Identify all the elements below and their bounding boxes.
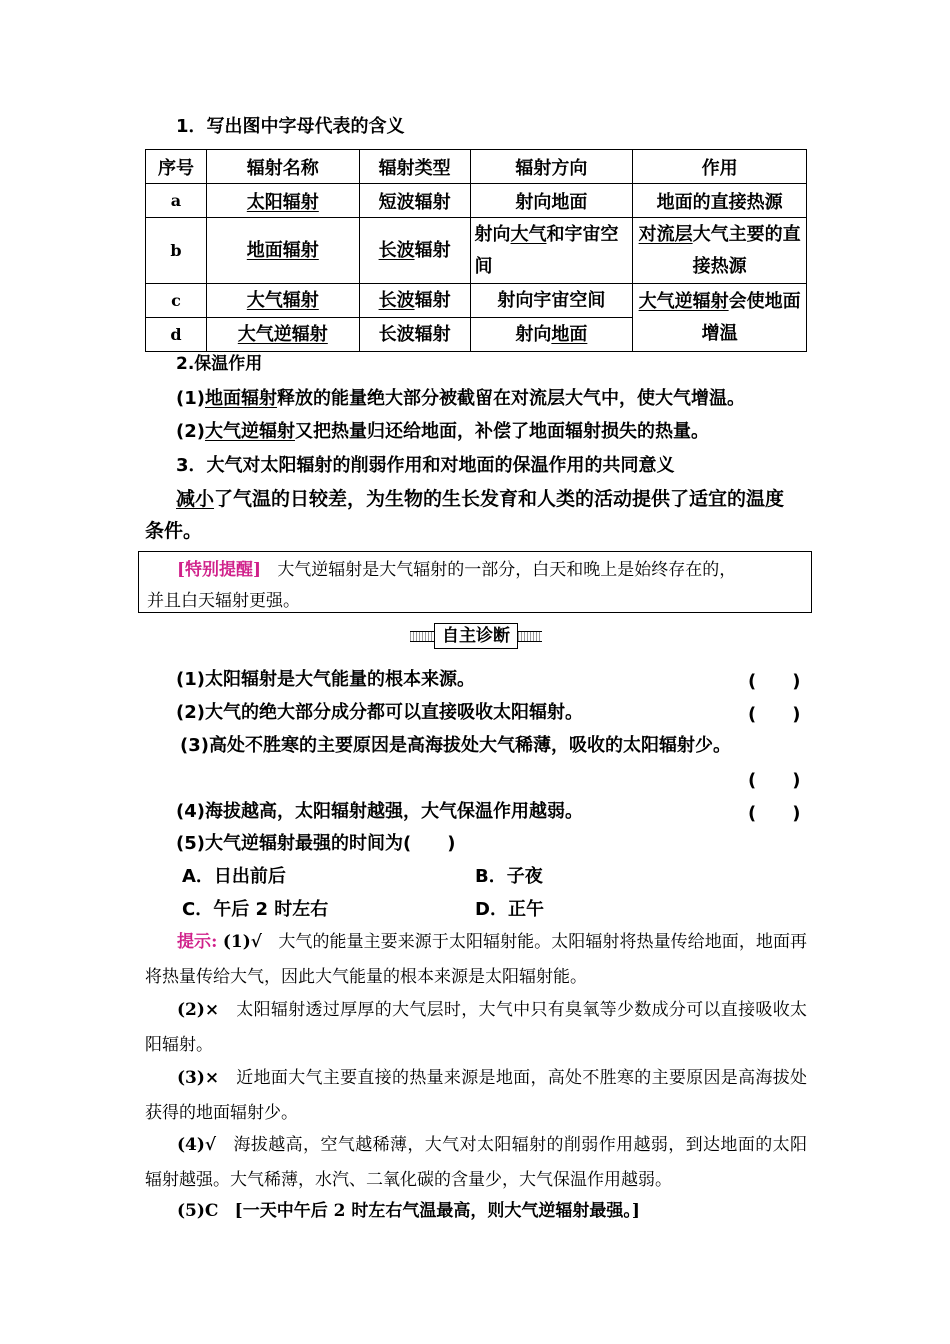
table-row	[146, 218, 807, 284]
header-cell: 序号	[146, 150, 207, 184]
answer-paren[interactable]: ( )	[748, 704, 801, 725]
radiation-table	[145, 149, 807, 352]
row-type: 长波辐射	[359, 318, 470, 352]
reminder-tag: [特别提醒]	[177, 560, 262, 580]
question-1: (1)太阳辐射是大气能量的根本来源。	[176, 669, 475, 690]
row-id: a	[146, 184, 207, 218]
row-name: 大气逆辐射	[206, 318, 359, 352]
option-a[interactable]: A．日出前后	[182, 866, 286, 887]
answer-1: 提示: (1)√ 大气的能量主要来源于太阳辐射能。太阳辐射将热量传给地面，地面再将热量传给大气，因此大气能量的根本来源是太阳辐射能。	[145, 932, 808, 987]
option-c[interactable]: C．午后 2 时左右	[182, 899, 329, 920]
row-effect: 对流层大气主要的直接热源	[633, 218, 807, 284]
question-4: (4)海拔越高，太阳辐射越强，大气保温作用越弱。	[176, 801, 583, 822]
answer-2: (2)× 太阳辐射透过厚厚的大气层时，大气中只有臭氧等少数成分可以直接吸收太阳辐射。	[145, 1000, 807, 1055]
row-name: 地面辐射	[206, 218, 359, 284]
reminder-text: 大气逆辐射是大气辐射的一部分，白天和晚上是始终存在的，	[277, 560, 737, 580]
question-2: (2)大气的绝大部分成分都可以直接吸收太阳辐射。	[176, 702, 583, 723]
option-b[interactable]: B．子夜	[475, 866, 543, 887]
sec3-line2: 条件。	[145, 520, 203, 542]
header-cell: 作用	[633, 150, 807, 184]
answer-paren[interactable]: ( )	[748, 770, 801, 791]
table-row	[146, 284, 807, 318]
answer-3: (3)× 近地面大气主要直接的热量来源是地面，高处不胜寒的主要原因是高海拔处获得的地面辐射少。	[145, 1068, 807, 1123]
row-name: 太阳辐射	[206, 184, 359, 218]
answer-paren[interactable]: ( )	[748, 803, 801, 824]
table-header-row	[146, 150, 807, 184]
sec2-p2: (2)大气逆辐射又把热量归还给地面，补偿了地面辐射损失的热量。	[176, 421, 709, 442]
special-reminder-box	[138, 551, 812, 613]
q1-title: 1．写出图中字母代表的含义	[176, 116, 405, 137]
row-id: b	[146, 218, 207, 284]
answer-paren[interactable]: ( )	[748, 671, 801, 692]
option-d[interactable]: D．正午	[475, 899, 544, 920]
row-type: 长波辐射	[359, 218, 470, 284]
self-diagnosis-banner	[410, 623, 542, 649]
row-dir: 射向宇宙空间	[470, 284, 633, 318]
answer-4: (4)√ 海拔越高，空气越稀薄，大气对太阳辐射的削弱作用越弱，到达地面的太阳辐射越强。大气稀薄，水汽、二氧化碳的含量少，大气保温作用越弱。	[145, 1135, 807, 1190]
row-effect: 大气逆辐射会使地面增温	[633, 284, 807, 352]
sec2-title: 2.保温作用	[176, 354, 263, 374]
sec2-p1: (1)地面辐射释放的能量绝大部分被截留在对流层大气中，使大气增温。	[176, 388, 745, 409]
header-cell: 辐射类型	[359, 150, 470, 184]
sec3-line1: 减小了气温的日较差，为生物的生长发育和人类的活动提供了适宜的温度	[176, 488, 785, 510]
question-5: (5)大气逆辐射最强的时间为( )	[176, 833, 456, 854]
banner-label: 自主诊断	[434, 623, 518, 649]
table-row	[146, 184, 807, 218]
row-type: 长波辐射	[359, 284, 470, 318]
header-cell: 辐射方向	[470, 150, 633, 184]
row-id: c	[146, 284, 207, 318]
reminder-text-2: 并且白天辐射更强。	[147, 591, 300, 611]
row-dir: 射向大气和宇宙空间	[470, 218, 633, 284]
answer-5: (5)C [一天中午后 2 时左右气温最高，则大气逆辐射最强。]	[177, 1201, 640, 1221]
row-name: 大气辐射	[206, 284, 359, 318]
row-type: 短波辐射	[359, 184, 470, 218]
header-cell: 辐射名称	[206, 150, 359, 184]
question-3: (3)高处不胜寒的主要原因是高海拔处大气稀薄，吸收的太阳辐射少。	[180, 735, 731, 756]
row-id: d	[146, 318, 207, 352]
row-dir: 射向地面	[470, 184, 633, 218]
row-dir: 射向地面	[470, 318, 633, 352]
sec3-title: 3．大气对太阳辐射的削弱作用和对地面的保温作用的共同意义	[176, 455, 675, 476]
row-effect: 地面的直接热源	[633, 184, 807, 218]
